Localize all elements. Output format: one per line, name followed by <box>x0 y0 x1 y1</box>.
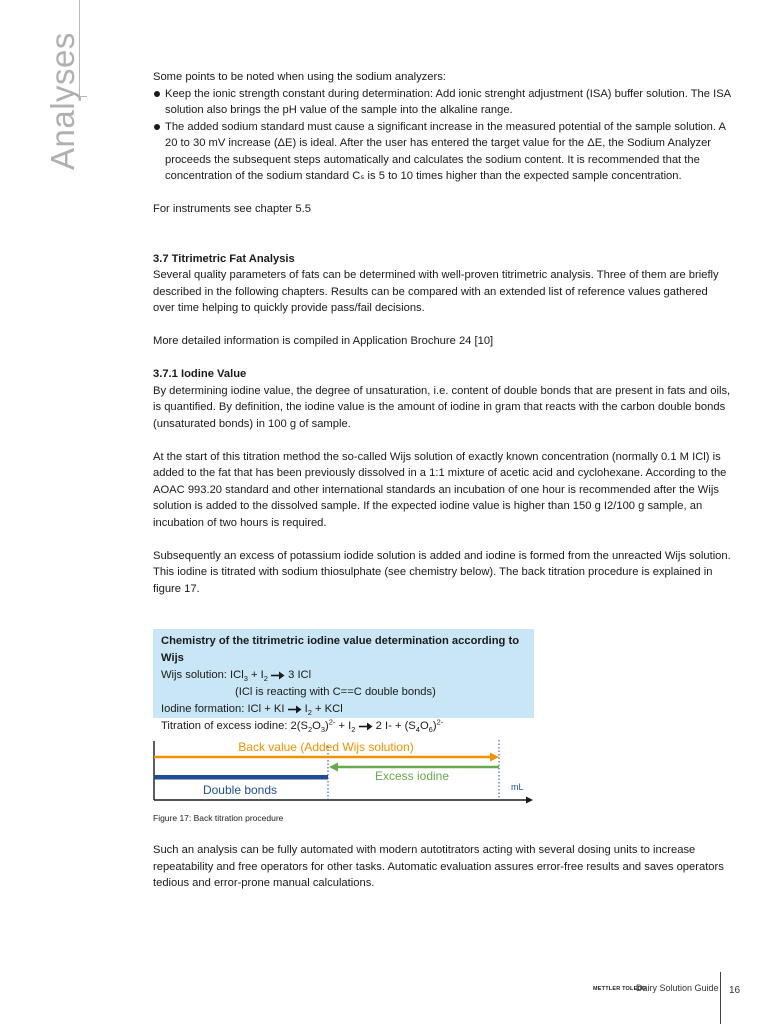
section-3-7-more-info: More detailed information is compiled in Application Brochure 24 [10] <box>153 335 494 347</box>
double-bonds-label: Double bonds <box>202 783 278 797</box>
excess-arrowhead-icon <box>329 763 338 772</box>
intro-bullet-list <box>153 86 731 185</box>
reaction-arrow-icon <box>288 705 302 714</box>
excess-iodine-equation: Titration of excess iodine: $2(S_2O_3)^{2-} + I_2$ 2 $I- + (S_4O_6)^{2-}$ <box>161 717 444 735</box>
brand-logo: METTLER TOLEDO <box>593 986 647 992</box>
iodine-paragraph-3: Subsequently an excess of potassium iodide solution is added and iodine is formed from the unreacted Wijs solution. This iodine is titrated with sodium thiosulphate (see chemistry below). The back titration procedure is explained in figure 17. <box>153 549 731 595</box>
iodine-paragraph-1: By determining iodine value, the degree of unsaturation, i.e. content of double bonds that are present in fats and oils, is quantified. By definition, the iodine value is the amount of iodine in gram that reacts with the carbon double bonds (unsaturated bonds) in 100 g of sample. <box>153 384 731 430</box>
intro-bullet: The added sodium standard must cause a significant increase in the measured potential of the sample solution. A 20 to 30 mV increase (ΔE) is ideal. After the user has entered the target value for the ΔE, the Sodium Analyzer proceeds the subsequent steps automatically and calculates the sodium content. It is recommended that the concentration of the sodium standard Cₛ is 5 to 10 times higher than the expected sample concentration. <box>153 119 731 185</box>
chemistry-box <box>153 629 534 735</box>
iodine-paragraph-2: At the start of this titration method the so-called Wijs solution of exactly known concentration (normally 0.1 M ICl) is added to the fat that has been previously dissolved in a 1:1 mixture of acetic acid and cyclohexane. According to the AOAC 993.20 standard and other international standards an incubation of one hour is recommended after the Wijs solution is added to the dissolved sample. If the expected iodine value is higher than 150 g I2/100 g sample, an incubation of two hours is required. <box>153 450 727 529</box>
footer-title: Dairy Solution Guide <box>636 983 719 993</box>
iodine-formation-equation: Iodine formation: ICl + KI $I_2$ + KCl <box>161 703 343 718</box>
instruments-reference: For instruments see chapter 5.5 <box>153 203 311 215</box>
section-side-label: Analyses <box>44 32 81 170</box>
main-content <box>153 69 731 597</box>
section-heading-3-7: 3.7 Titrimetric Fat Analysis <box>153 252 295 265</box>
intro-bullet: Keep the ionic strength constant during determination: Add ionic strenght adjustment (ISA) buffer solution. The ISA solution also brings the pH value of the sample into the alkaline range. <box>153 86 731 119</box>
back-value-label: Back value (Added Wijs solution) <box>238 740 414 754</box>
x-axis-arrow-icon <box>526 797 533 804</box>
chemistry-box-title: Chemistry of the titrimetric iodine value determination according to Wijs <box>161 635 520 664</box>
back-titration-figure <box>150 736 535 806</box>
back-value-arrowhead-icon <box>490 753 499 762</box>
page-number: 16 <box>729 985 741 996</box>
reaction-arrow-icon <box>271 671 285 680</box>
reaction-arrow-icon <box>359 722 373 731</box>
wijs-note: (ICl is reacting with C==C double bonds) <box>235 686 436 698</box>
footer-rule <box>720 972 721 1024</box>
closing-paragraph: Such an analysis can be fully automated with modern autotitrators acting with several dosing units to increase repeatability and free operators for other tasks. Automatic evaluation assures error-free results and saves operators tedious and error-prone manual calculations. <box>153 844 724 889</box>
section-3-7-body: Several quality parameters of fats can be determined with well-proven titrimetric analysis. Three of them are briefly described in the following chapters. Results can be compared with an extended list of reference values gathered over time helping to quickly provide pass/fail decisions. <box>153 269 719 314</box>
wijs-equation: Wijs solution: $ICl_3 + I_2$ 3 ICl <box>161 669 312 684</box>
axis-unit-label: mL <box>511 782 524 792</box>
figure-caption: Figure 17: Back titration procedure <box>153 813 284 823</box>
intro-lead: Some points to be noted when using the sodium analyzers: <box>153 71 446 83</box>
section-heading-3-7-1: 3.7.1 Iodine Value <box>153 368 247 380</box>
excess-iodine-label: Excess iodine <box>374 769 450 783</box>
double-bonds-bar <box>154 775 328 780</box>
